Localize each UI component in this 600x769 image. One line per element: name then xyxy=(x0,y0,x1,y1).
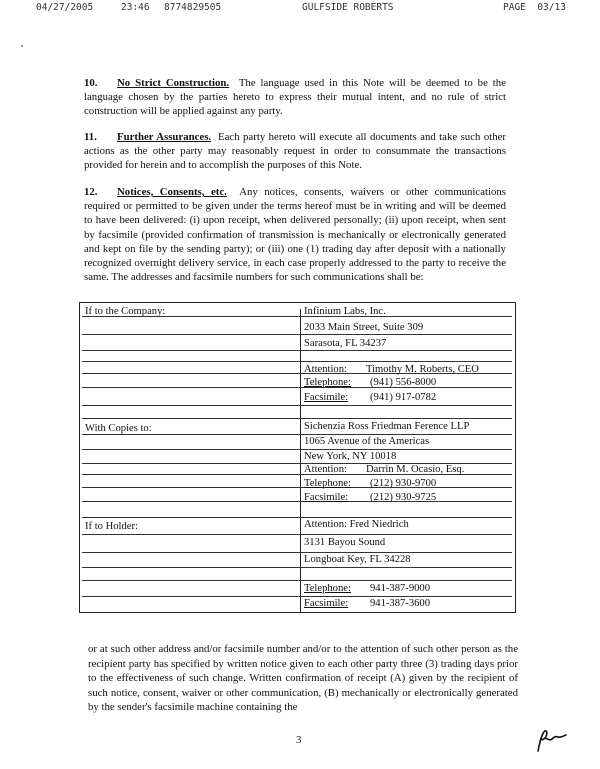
holder-facsimile xyxy=(304,598,430,610)
facsimile-value: (941) 917-0782 xyxy=(370,392,437,403)
fax-time: 23:46 xyxy=(121,2,150,13)
holder-city: Longboat Key, FL 34228 xyxy=(304,554,411,565)
facsimile-label: Facsimile: xyxy=(304,492,349,503)
fax-number: 8774829505 xyxy=(164,2,222,13)
row-line xyxy=(82,596,512,597)
scan-speck xyxy=(21,45,23,47)
section-text: Each party hereto will execute all documents and take such other actions as the other party may reasonably request in order to consummate the transactions provided for herein and to accomplish the purposes of this Note. xyxy=(84,131,507,172)
section-10 xyxy=(84,76,506,119)
company-telephone xyxy=(304,377,436,389)
address-table xyxy=(79,302,516,613)
fax-date: 04/27/2005 xyxy=(36,2,94,13)
telephone-label: Telephone: xyxy=(304,377,351,388)
page-number: 3 xyxy=(296,734,302,746)
facsimile-value: 941-387-3600 xyxy=(370,598,431,609)
row-line xyxy=(82,552,512,553)
row-line xyxy=(82,567,512,568)
telephone-label: Telephone: xyxy=(304,583,351,594)
attention-value: Darrin M. Ocasio, Esq. xyxy=(366,464,465,475)
copies-name: Sichenzia Ross Friedman Ference LLP xyxy=(304,421,470,432)
facsimile-label: Facsimile: xyxy=(304,598,349,609)
row-line xyxy=(82,487,512,488)
holder-street: 3131 Bayou Sound xyxy=(304,537,386,548)
company-name: Infinium Labs, Inc. xyxy=(304,306,386,317)
copies-label: With Copies to: xyxy=(85,423,152,434)
facsimile-value: (212) 930-9725 xyxy=(370,492,437,503)
handwritten-initials xyxy=(532,727,572,753)
facsimile-label: Facsimile: xyxy=(304,392,349,403)
section-11 xyxy=(84,130,506,173)
row-line xyxy=(82,361,512,362)
holder-attention: Attention: Fred Niedrich xyxy=(304,519,409,530)
holder-telephone xyxy=(304,583,430,595)
section-number: 11. xyxy=(84,131,97,143)
copies-telephone xyxy=(304,478,436,490)
company-facsimile xyxy=(304,392,436,404)
copies-attention xyxy=(304,464,464,476)
telephone-value: (212) 930-9700 xyxy=(370,478,437,489)
attention-label: Attention: xyxy=(304,464,347,475)
company-attention xyxy=(304,364,479,376)
section-heading: No Strict Construction. xyxy=(117,77,230,89)
attention-label: Attention: xyxy=(304,364,347,375)
section-heading: Further Assurances. xyxy=(117,131,212,143)
row-line xyxy=(82,350,512,351)
row-line xyxy=(82,534,512,535)
fax-header xyxy=(0,2,600,16)
section-number: 10. xyxy=(84,77,98,89)
row-line xyxy=(82,580,512,581)
attention-value: Timothy M. Roberts, CEO xyxy=(366,364,479,375)
row-line xyxy=(82,405,512,406)
company-label: If to the Company: xyxy=(85,306,166,317)
section-text: Any notices, consents, waivers or other communications required or permitted to be given under the terms hereof must be in writing and will be deemed to have been delivered: (i) upon receipt, when delivered personally; (ii) upon receipt, when sent by facsimile (provided confirmation of transmission is mechanically or electronically generated and kept on file by the sending party); or (iii) one (1) trading day after deposit with a nationally recognized overnight delivery service, in each case properly addressed to the party to receive the same. The addresses and facsimile numbers for such communications shall be: xyxy=(84,186,506,284)
section-12 xyxy=(84,185,506,284)
company-street: 2033 Main Street, Suite 309 xyxy=(304,322,424,333)
row-line xyxy=(82,449,512,450)
row-line xyxy=(82,501,512,502)
section-heading: Notices, Consents, etc. xyxy=(117,186,227,198)
row-line xyxy=(82,387,512,388)
section-text: The language used in this Note will be deemed to be the language chosen by the parties hereto to express their mutual intent, and no rule of strict construction will be applied against any party. xyxy=(84,77,506,118)
row-line xyxy=(82,334,512,335)
fax-sender: GULFSIDE ROBERTS xyxy=(302,2,394,13)
telephone-value: 941-387-9000 xyxy=(370,583,431,594)
section-number: 12. xyxy=(84,186,98,198)
copies-street: 1065 Avenue of the Americas xyxy=(304,436,430,447)
telephone-value: (941) 556-8000 xyxy=(370,377,437,388)
company-city: Sarasota, FL 34237 xyxy=(304,338,387,349)
row-line xyxy=(82,517,512,518)
row-line xyxy=(82,418,512,419)
holder-label: If to Holder: xyxy=(85,521,138,532)
closing-paragraph: or at such other address and/or facsimile number and/or to the attention of such other person as the recipient party has specified by written notice given to each other party three (3) trading days prior to the effectiveness of such change. Written confirmation of receipt (A) given by the recipient of such notice, consent, waiver or other communication, (B) mechanically or electronically generated by the sender's facsimile machine containing the xyxy=(88,643,518,714)
copies-facsimile xyxy=(304,492,436,504)
copies-city: New York, NY 10018 xyxy=(304,451,397,462)
fax-page: PAGE 03/13 xyxy=(503,2,566,13)
telephone-label: Telephone: xyxy=(304,478,351,489)
